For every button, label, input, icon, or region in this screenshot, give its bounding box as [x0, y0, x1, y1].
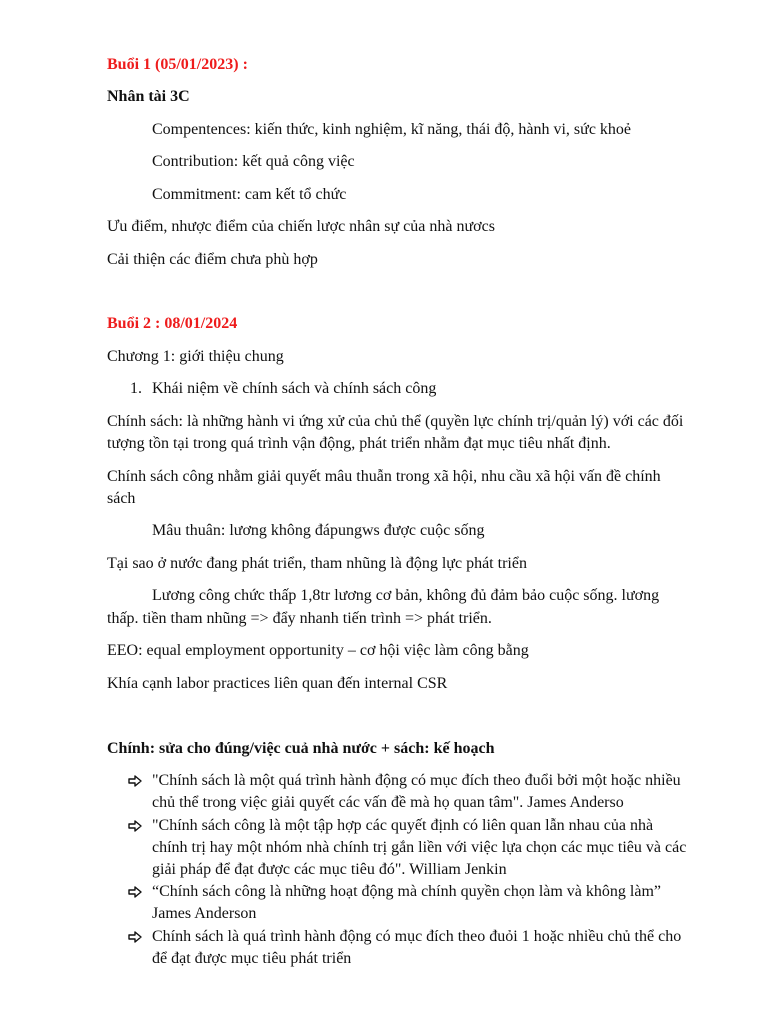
quote4-line1: Chính sách là quá trình hành động có mục đích theo đuỏi 1 hoặc nhiều chủ thể cho	[152, 928, 682, 945]
section3-heading: Chính: sửa cho đúng/việc cuả nhà nước + sách: kế hoạch	[107, 740, 495, 757]
chapter-line: Chương 1: giới thiệu chung	[107, 348, 284, 365]
quote2-line1: "Chính sách công là một tập hợp các quyết định có liên quan lẫn nhau của nhà	[152, 817, 654, 834]
why-line: Tại sao ở nước đang phát triển, tham nhũng là động lực phát triển	[107, 555, 527, 572]
salary-line2: thấp. tiền tham nhũng => đẩy nhanh tiến trình => phát triển.	[107, 610, 492, 627]
eeo-line: EEO: equal employment opportunity – cơ hội việc làm công bằng	[107, 642, 529, 659]
labor-line: Khía cạnh labor practices liên quan đến internal CSR	[107, 675, 448, 692]
improve-line: Cải thiện các điểm chưa phù hợp	[107, 251, 318, 268]
commitment-item: Commitment: cam kết tổ chức	[152, 186, 347, 203]
quote2-line3: giải pháp để đạt được các mục tiêu đó". William Jenkin	[152, 861, 507, 878]
quote4-line2: để đạt được mục tiêu phát triển	[152, 950, 352, 967]
quote3-line2: James Anderson	[152, 905, 257, 922]
quote1-line1: "Chính sách là một quá trình hành động có mục đích theo đuổi bởi một hoặc nhiều	[152, 772, 681, 789]
quote1-line2: chủ thể trong việc giải quyết các vấn đề mà họ quan tâm". James Anderso	[152, 794, 624, 811]
arrow-right-outline-icon	[128, 815, 144, 837]
session1-heading: Buổi 1 (05/01/2023) :	[107, 56, 248, 73]
session1-subheading: Nhân tài 3C	[107, 88, 190, 105]
quote2-line2: chính trị hay một nhóm nhà chính trị gắn liền với việc lựa chọn các mục tiêu và các	[152, 839, 687, 856]
session2-heading: Buổi 2 : 08/01/2024	[107, 315, 238, 332]
contribution-item: Contribution: kết quả công việc	[152, 153, 355, 170]
salary-line1: Lương công chức thấp 1,8tr lương cơ bản, không đủ đảm bảo cuộc sống. lương	[152, 587, 660, 604]
conflict-line: Mâu thuân: lương không đápungws được cuộc sống	[152, 522, 485, 539]
policy-definition-line1: Chính sách: là những hành vi ứng xử của chủ thể (quyền lực chính trị/quản lý) với các đối	[107, 413, 684, 430]
arrow-right-outline-icon	[128, 770, 144, 792]
public-policy-line2: sách	[107, 490, 136, 507]
quote3-line1: “Chính sách công là những hoạt động mà chính quyền chọn làm và không làm”	[152, 883, 661, 900]
strategy-line: Ưu điểm, nhược điểm của chiến lược nhân sự của nhà nươcs	[107, 218, 495, 235]
public-policy-line1: Chính sách công nhằm giải quyết mâu thuẫn trong xã hội, nhu cầu xã hội vấn đề chính	[107, 468, 661, 485]
competences-item: Compentences: kiến thức, kinh nghiệm, kĩ năng, thái độ, hành vi, sức khoẻ	[152, 121, 632, 138]
list-number: 1.	[130, 380, 142, 397]
arrow-right-outline-icon	[128, 926, 144, 948]
policy-definition-line2: tượng tồn tại trong quá trình vận động, phát triển nhằm đạt mục tiêu nhất định.	[107, 435, 611, 452]
list-item: Khái niệm về chính sách và chính sách công	[152, 380, 437, 397]
arrow-right-outline-icon	[128, 881, 144, 903]
